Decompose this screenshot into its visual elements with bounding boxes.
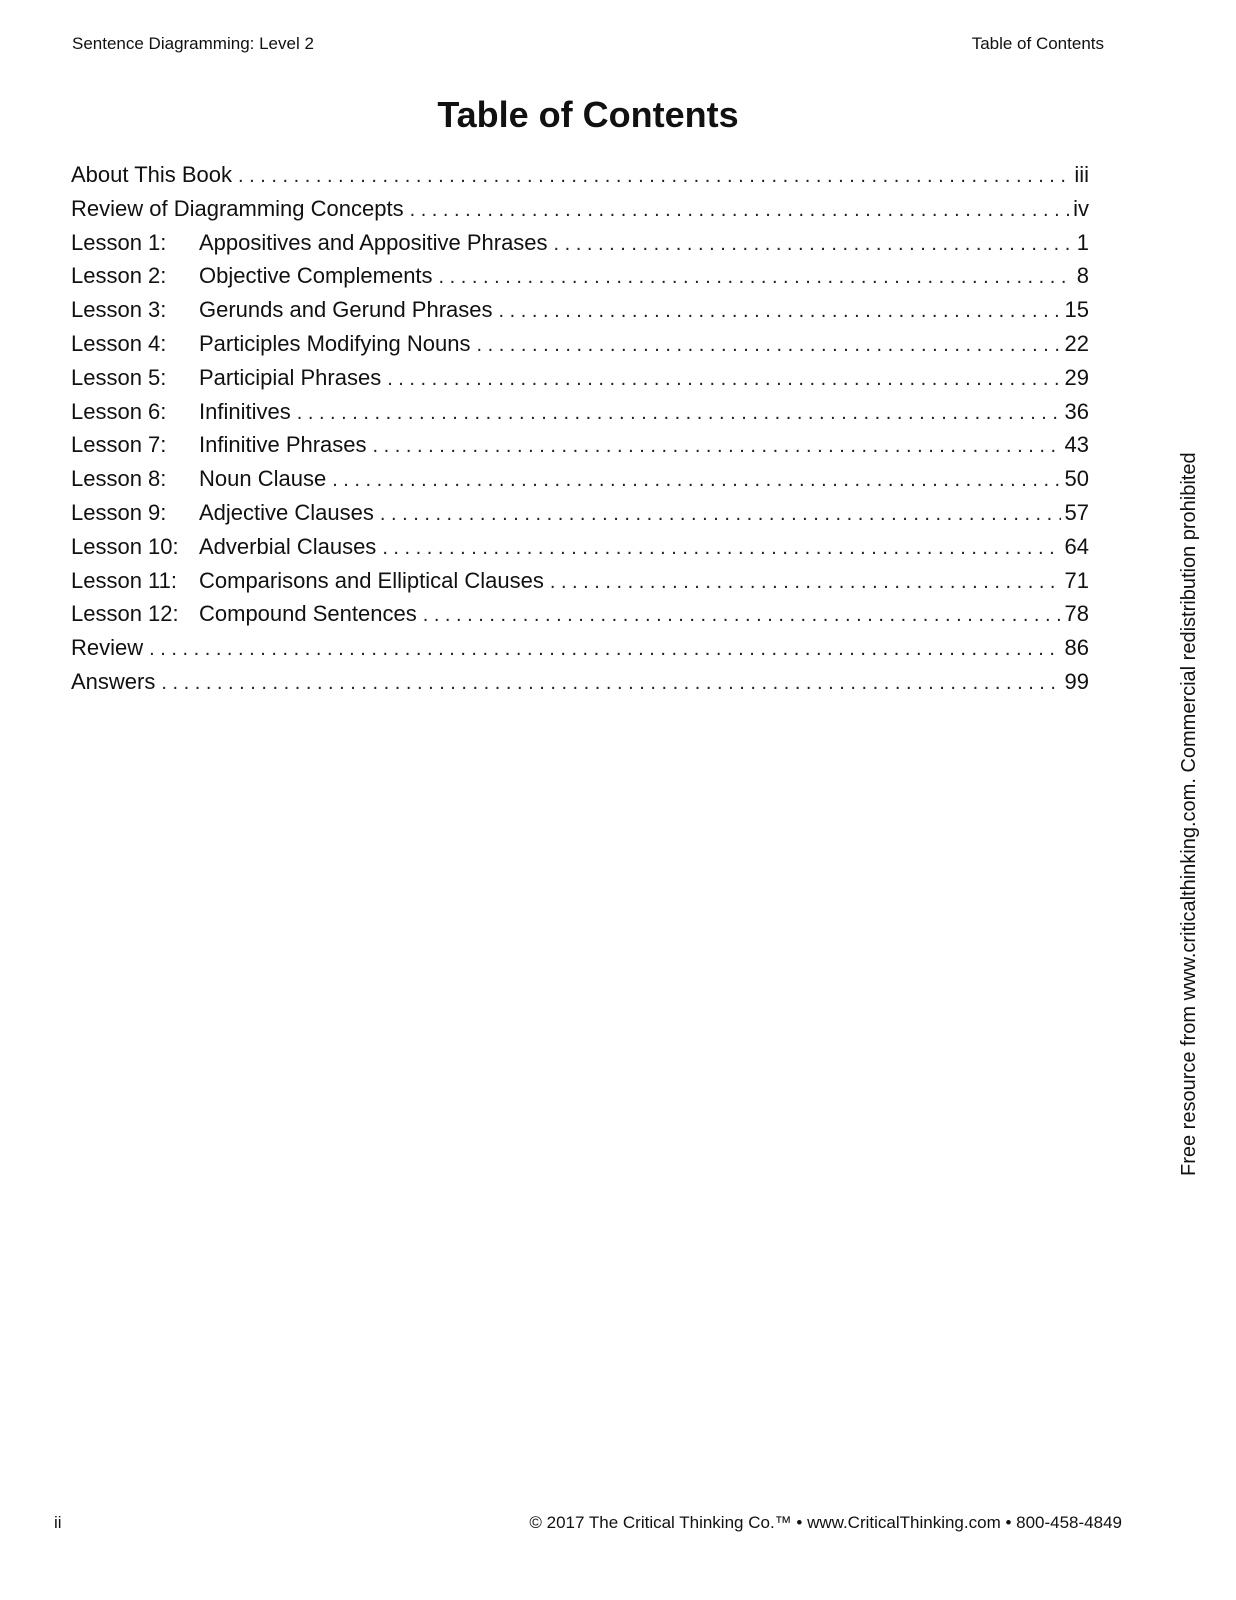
toc-entry-title: Adverbial Clauses xyxy=(199,533,377,559)
toc-entry-title: Compound Sentences xyxy=(199,601,417,627)
toc-entry-title: Review xyxy=(71,635,144,661)
toc-entry[interactable] xyxy=(71,462,1089,496)
toc-entry-title: Adjective Clauses xyxy=(199,499,374,525)
toc-entry[interactable] xyxy=(71,293,1089,327)
dot-leader xyxy=(423,599,1061,633)
toc-lesson-number: Lesson 2: xyxy=(71,263,167,289)
toc-page-number: 15 xyxy=(1064,297,1089,323)
toc-entry[interactable] xyxy=(71,192,1089,226)
toc-entry-title: Participles Modifying Nouns xyxy=(199,330,471,356)
toc-entry[interactable] xyxy=(71,395,1089,429)
toc-entry[interactable] xyxy=(71,428,1089,462)
toc-entry-title: Appositives and Appositive Phrases xyxy=(199,229,548,255)
toc-entry-title: Answers xyxy=(71,668,156,694)
toc-entry-title: Gerunds and Gerund Phrases xyxy=(199,297,493,323)
dot-leader xyxy=(161,667,1060,701)
running-head-book-title: Sentence Diagramming: Level 2 xyxy=(72,34,314,53)
toc-lesson-number: Lesson 5: xyxy=(71,364,167,390)
toc-entry[interactable] xyxy=(71,327,1089,361)
toc-page-number: 22 xyxy=(1064,330,1089,356)
toc-page-number: 86 xyxy=(1064,635,1089,661)
toc-page-number: 1 xyxy=(1076,229,1089,255)
toc-entry[interactable] xyxy=(71,597,1089,631)
toc-entry-title: Comparisons and Elliptical Clauses xyxy=(199,567,544,593)
toc-entry[interactable] xyxy=(71,361,1089,395)
toc-lesson-number: Lesson 12: xyxy=(71,601,179,627)
toc-entry-title: Participial Phrases xyxy=(199,364,382,390)
toc-entry[interactable] xyxy=(71,226,1089,260)
toc-page-number: 71 xyxy=(1064,567,1089,593)
dot-leader xyxy=(439,261,1073,295)
page-folio: ii xyxy=(54,1513,62,1532)
toc-entry[interactable] xyxy=(71,564,1089,598)
table-of-contents xyxy=(71,158,1089,699)
toc-entry-title: Objective Complements xyxy=(199,263,433,289)
dot-leader xyxy=(554,228,1073,262)
toc-lesson-number: Lesson 4: xyxy=(71,330,167,356)
page-title: Table of Contents xyxy=(437,94,739,135)
dot-leader xyxy=(332,464,1060,498)
toc-lesson-number: Lesson 8: xyxy=(71,466,167,492)
toc-entry-title: Infinitive Phrases xyxy=(199,432,367,458)
footer-copyright: © 2017 The Critical Thinking Co.™ • www.CriticalThinking.com • 800-458-4849 xyxy=(529,1513,1122,1532)
dot-leader xyxy=(410,194,1070,228)
toc-entry[interactable] xyxy=(71,665,1089,699)
toc-lesson-number: Lesson 11: xyxy=(71,567,178,593)
toc-page-number: 36 xyxy=(1064,398,1089,424)
dot-leader xyxy=(476,329,1060,363)
toc-entry[interactable] xyxy=(71,259,1089,293)
dot-leader xyxy=(380,498,1061,532)
toc-page-number: 99 xyxy=(1064,668,1089,694)
toc-lesson-number: Lesson 3: xyxy=(71,297,167,323)
toc-entry[interactable] xyxy=(71,158,1089,192)
toc-lesson-number: Lesson 6: xyxy=(71,398,167,424)
toc-lesson-number: Lesson 1: xyxy=(71,229,167,255)
toc-page-number: 43 xyxy=(1064,432,1089,458)
toc-entry-title: Infinitives xyxy=(199,398,291,424)
toc-entry[interactable] xyxy=(71,530,1089,564)
toc-page-number: 78 xyxy=(1064,601,1089,627)
dot-leader xyxy=(238,160,1070,194)
toc-entry[interactable] xyxy=(71,631,1089,665)
toc-page-number: iii xyxy=(1074,162,1089,187)
running-head-section: Table of Contents xyxy=(971,34,1104,53)
toc-lesson-number: Lesson 10: xyxy=(71,533,179,559)
toc-lesson-number: Lesson 9: xyxy=(71,499,167,525)
toc-page-number: 57 xyxy=(1064,499,1089,525)
dot-leader xyxy=(149,633,1060,667)
toc-entry[interactable] xyxy=(71,496,1089,530)
dot-leader xyxy=(297,397,1061,431)
dot-leader xyxy=(550,566,1061,600)
toc-page-number: 8 xyxy=(1076,263,1089,289)
toc-page-number: 50 xyxy=(1064,466,1089,492)
toc-entry-title: Review of Diagramming Concepts xyxy=(71,195,404,221)
toc-lesson-number: Lesson 7: xyxy=(71,432,167,458)
toc-page-number: iv xyxy=(1073,195,1089,221)
dot-leader xyxy=(387,363,1060,397)
toc-page-number: 64 xyxy=(1064,533,1089,559)
toc-page-number: 29 xyxy=(1064,364,1089,390)
redistribution-notice: Free resource from www.criticalthinking.com. Commercial redistribution prohibited xyxy=(1178,452,1200,1176)
toc-entry-title: About This Book xyxy=(71,162,233,187)
dot-leader xyxy=(382,532,1060,566)
dot-leader xyxy=(499,295,1061,329)
dot-leader xyxy=(373,430,1061,464)
toc-entry-title: Noun Clause xyxy=(199,466,327,492)
